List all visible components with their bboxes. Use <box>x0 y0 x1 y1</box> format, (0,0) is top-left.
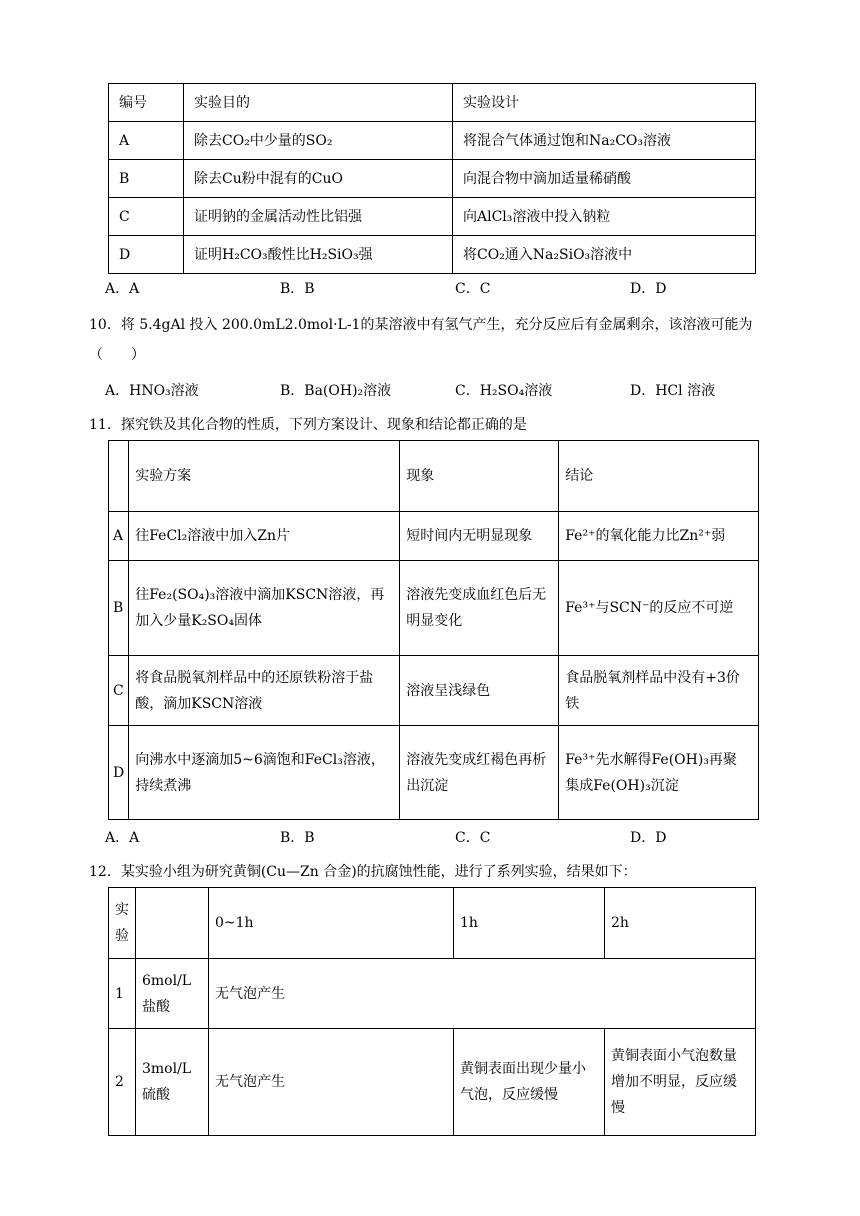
table-cell: B <box>109 160 184 198</box>
header-cell: 结论 <box>559 441 759 512</box>
table-row <box>109 561 759 656</box>
header-cell: 实验 <box>109 888 136 959</box>
table-cell: 无气泡产生 <box>209 959 756 1029</box>
q11-options <box>105 827 805 847</box>
table-cell: 往FeCl₂溶液中加入Zn片 <box>129 512 400 561</box>
table-cell: D <box>109 726 129 820</box>
table-header-row <box>109 441 759 512</box>
q9-options <box>105 278 805 298</box>
q11-table <box>108 440 759 820</box>
header-cell: 实验目的 <box>184 84 453 122</box>
option-a[interactable]: A．A <box>105 830 140 846</box>
table-row <box>109 160 756 198</box>
table-cell: 证明钠的金属活动性比铝强 <box>184 198 453 236</box>
q10-blank: （ ） <box>89 347 145 363</box>
table-cell: 食品脱氧剂样品中没有+3价铁 <box>559 656 759 726</box>
option-c[interactable]: C．C <box>455 830 491 846</box>
table-header-row <box>109 888 756 959</box>
table-cell: 黄铜表面小气泡数量增加不明显，反应缓慢 <box>605 1029 756 1136</box>
header-cell: 2h <box>605 888 756 959</box>
header-cell: 编号 <box>109 84 184 122</box>
table-cell: 将CO₂通入Na₂SiO₃溶液中 <box>453 236 756 274</box>
table-cell: 黄铜表面出现少量小气泡，反应缓慢 <box>454 1029 605 1136</box>
q12-table <box>108 887 756 1136</box>
option-b[interactable]: B．B <box>280 830 315 846</box>
table-cell: 溶液先变成红褐色再析出沉淀 <box>400 726 559 820</box>
header-cell: 实验方案 <box>129 441 400 512</box>
table-cell: 6mol/L盐酸 <box>136 959 209 1029</box>
table-header-row <box>109 84 756 122</box>
table-cell: B <box>109 561 129 656</box>
table-cell: C <box>109 656 129 726</box>
table-cell: A <box>109 122 184 160</box>
table-row <box>109 1029 756 1136</box>
table-row <box>109 959 756 1029</box>
header-cell: 1h <box>454 888 605 959</box>
table-cell: 3mol/L硫酸 <box>136 1029 209 1136</box>
header-cell <box>109 441 129 512</box>
option-d[interactable]: D．HCl 溶液 <box>630 383 716 399</box>
header-cell: 0~1h <box>209 888 454 959</box>
table-cell: 证明H₂CO₃酸性比H₂SiO₃强 <box>184 236 453 274</box>
option-d[interactable]: D．D <box>630 281 667 297</box>
q9-table <box>108 83 756 274</box>
table-cell: 将混合气体通过饱和Na₂CO₃溶液 <box>453 122 756 160</box>
table-cell: Fe³⁺先水解得Fe(OH)₃再聚集成Fe(OH)₃沉淀 <box>559 726 759 820</box>
table-row <box>109 726 759 820</box>
table-cell: A <box>109 512 129 561</box>
table-cell: 向沸水中逐滴加5~6滴饱和FeCl₃溶液，持续煮沸 <box>129 726 400 820</box>
option-c[interactable]: C．C <box>455 281 491 297</box>
table-cell: 溶液先变成血红色后无明显变化 <box>400 561 559 656</box>
table-row <box>109 122 756 160</box>
table-cell: Fe³⁺与SCN⁻的反应不可逆 <box>559 561 759 656</box>
table-cell: 向混合物中滴加适量稀硝酸 <box>453 160 756 198</box>
table-row <box>109 198 756 236</box>
option-d[interactable]: D．D <box>630 830 667 846</box>
table-cell: 除去CO₂中少量的SO₂ <box>184 122 453 160</box>
q12-stem: 12．某实验小组为研究黄铜(Cu—Zn 合金)的抗腐蚀性能，进行了系列实验，结果如下： <box>89 864 637 880</box>
option-b[interactable]: B．B <box>280 281 315 297</box>
table-cell: 短时间内无明显现象 <box>400 512 559 561</box>
q10-options <box>105 380 805 400</box>
table-cell: 往Fe₂(SO₄)₃溶液中滴加KSCN溶液，再加入少量K₂SO₄固体 <box>129 561 400 656</box>
q10-stem: 10．将 5.4gAl 投入 200.0mL2.0mol·L-1的某溶液中有氢气产生，充分反应后有金属剩余，该溶液可能为 <box>89 317 753 333</box>
table-cell: 除去Cu粉中混有的CuO <box>184 160 453 198</box>
header-cell <box>136 888 209 959</box>
table-cell: 2 <box>109 1029 136 1136</box>
table-row <box>109 656 759 726</box>
table-cell: 溶液呈浅绿色 <box>400 656 559 726</box>
table-cell: 将食品脱氧剂样品中的还原铁粉溶于盐酸，滴加KSCN溶液 <box>129 656 400 726</box>
table-cell: Fe²⁺的氧化能力比Zn²⁺弱 <box>559 512 759 561</box>
table-row <box>109 512 759 561</box>
table-cell: D <box>109 236 184 274</box>
header-cell: 现象 <box>400 441 559 512</box>
option-a[interactable]: A．HNO₃溶液 <box>105 383 199 399</box>
table-cell: 向AlCl₃溶液中投入钠粒 <box>453 198 756 236</box>
table-cell: 无气泡产生 <box>209 1029 454 1136</box>
table-cell: C <box>109 198 184 236</box>
option-a[interactable]: A．A <box>105 281 140 297</box>
table-row <box>109 236 756 274</box>
q11-stem: 11．探究铁及其化合物的性质，下列方案设计、现象和结论都正确的是 <box>89 417 527 433</box>
table-cell: 1 <box>109 959 136 1029</box>
option-c[interactable]: C．H₂SO₄溶液 <box>455 383 553 399</box>
header-cell: 实验设计 <box>453 84 756 122</box>
option-b[interactable]: B．Ba(OH)₂溶液 <box>280 383 392 399</box>
